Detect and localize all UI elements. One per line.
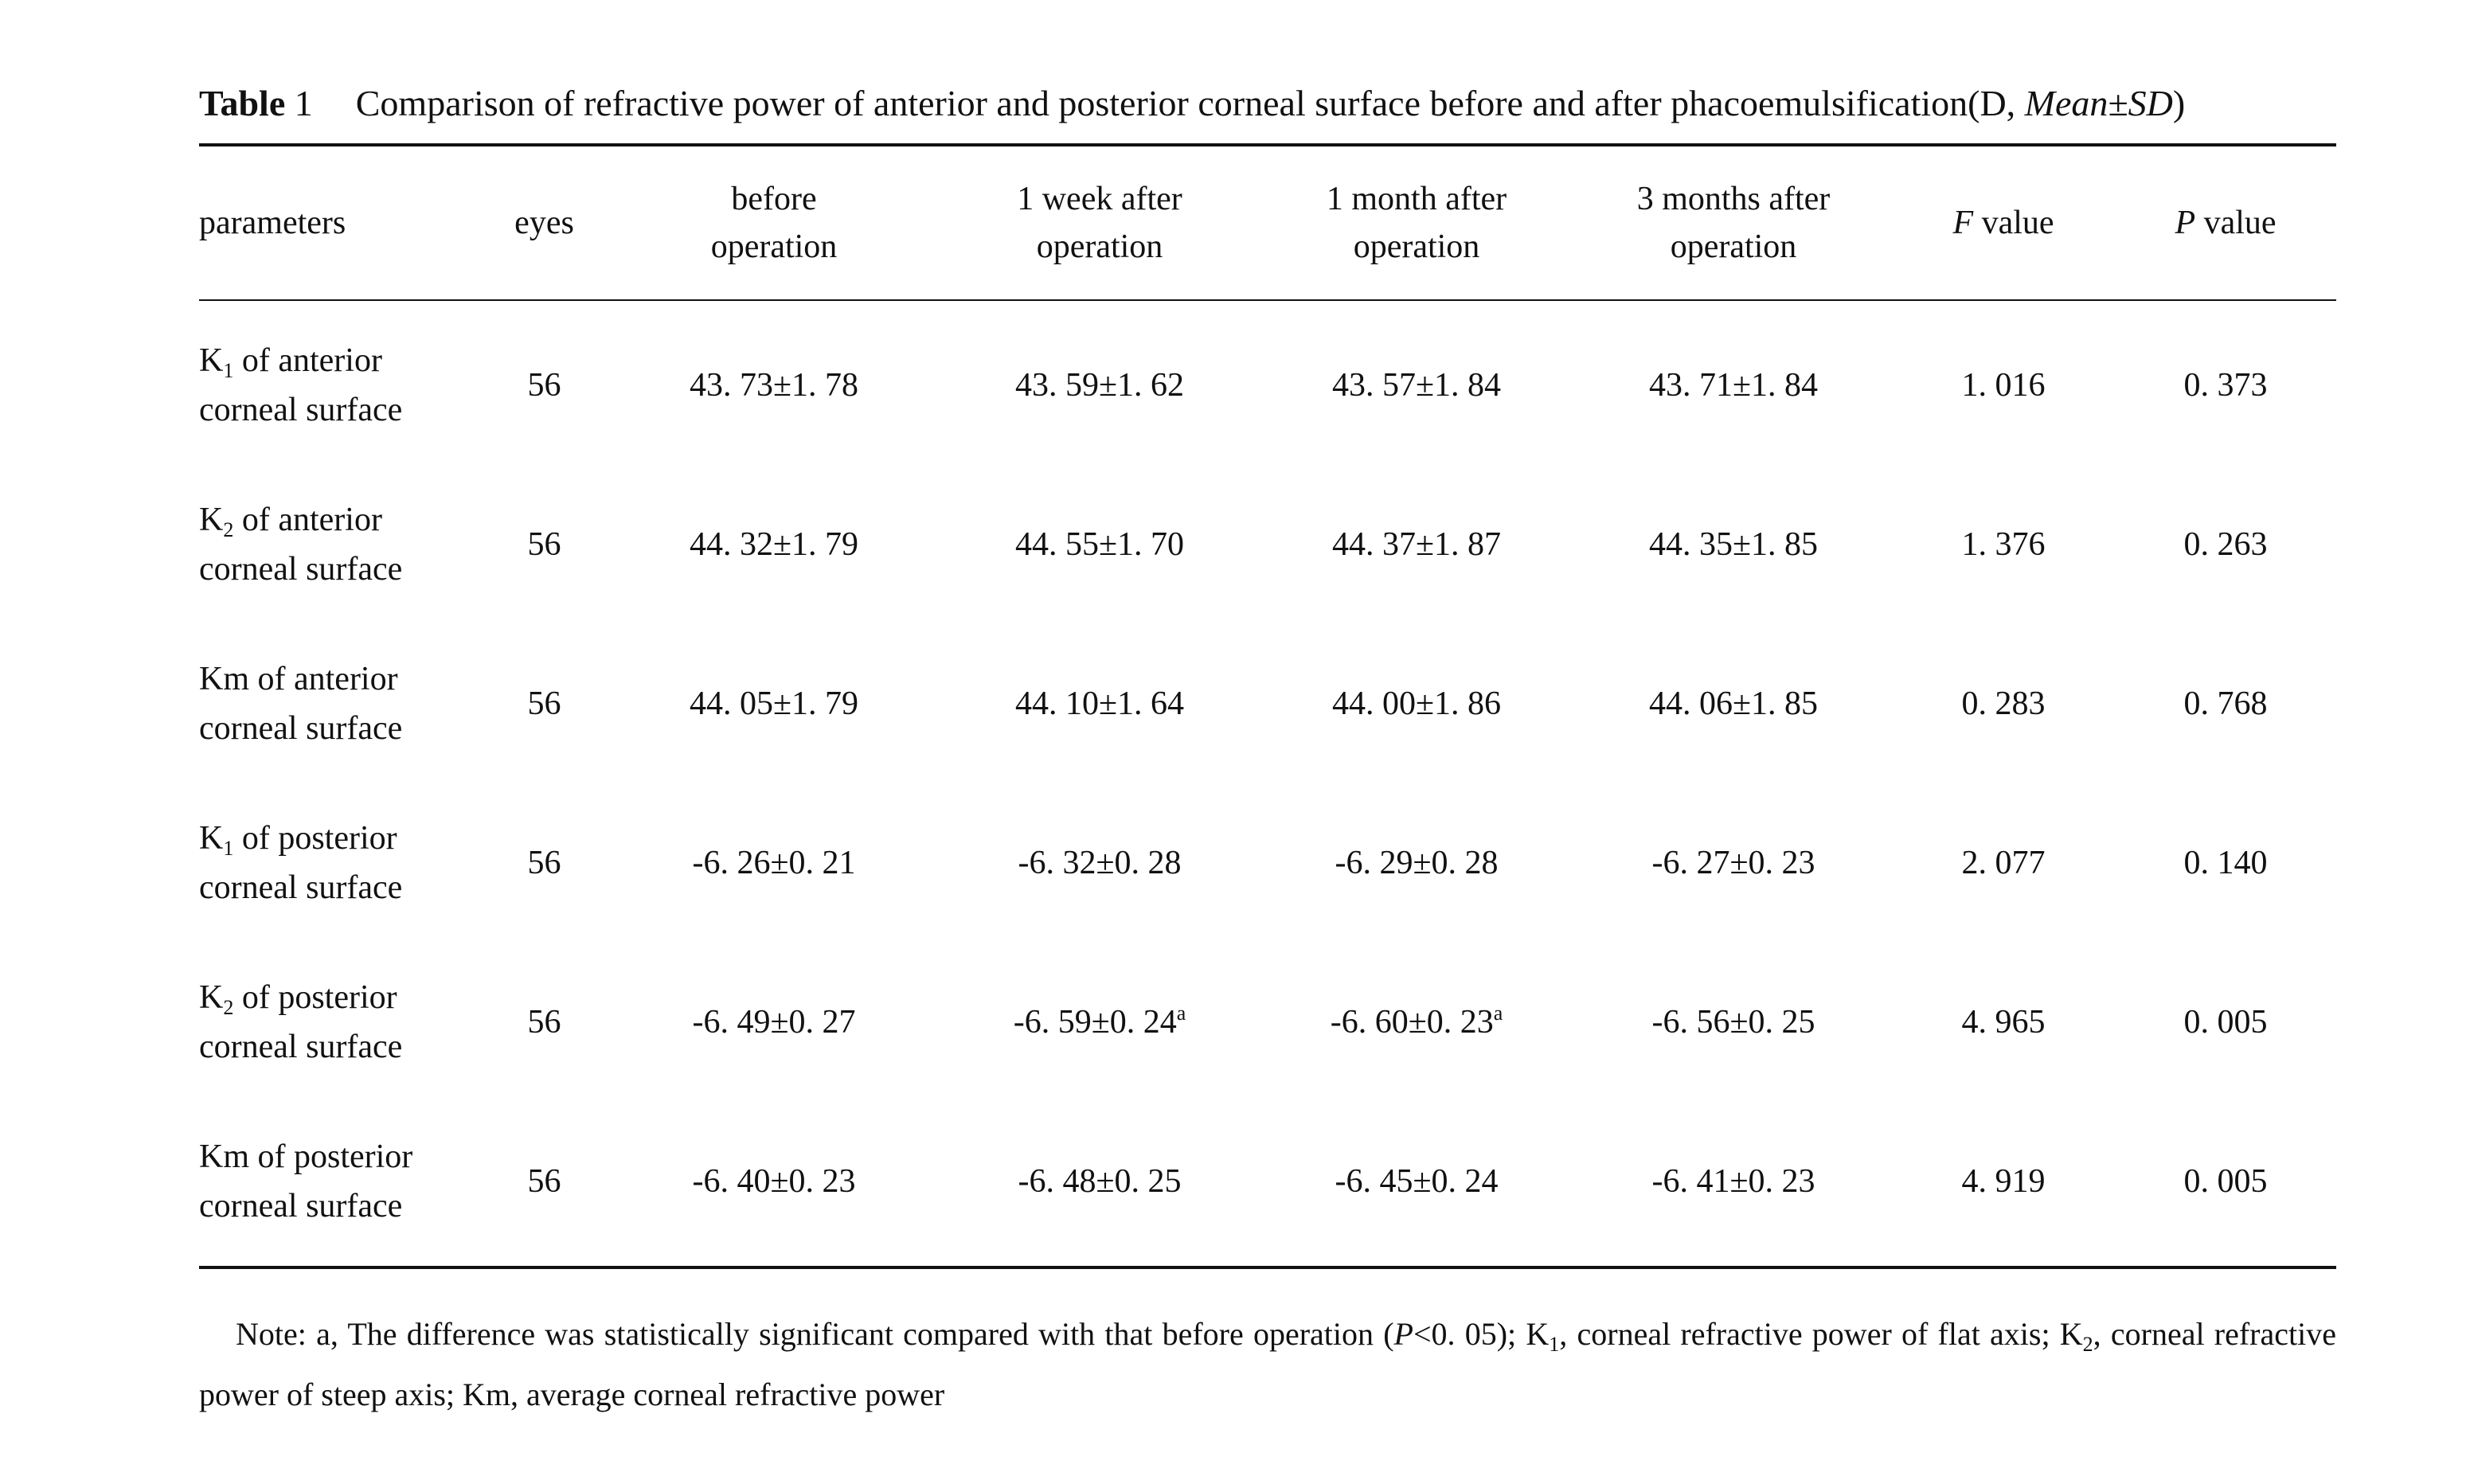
row-parameter: Km of anterior corneal surface [199,661,403,747]
cell-before: -6. 26±0. 21 [692,845,856,881]
header-parameters: parameters [199,205,346,241]
table-body [199,301,2336,1266]
cell-3-months: 44. 06±1. 85 [1648,685,1819,722]
cell-eyes: 56 [527,1163,561,1200]
cell-1-week: 44. 10±1. 64 [1014,685,1185,722]
row-parameter: $K_2$ of posterior corneal surface [199,979,403,1065]
cell-before: -6. 40±0. 23 [692,1163,856,1200]
cell-1-month: 44. 37±1. 87 [1331,526,1502,563]
cell-f-value: 1. 016 [1961,367,2046,404]
table-row [199,465,2336,624]
header-eyes: eyes [514,205,574,241]
cell-1-month: 43. 57±1. 84 [1331,367,1502,404]
cell-p-value: 0. 263 [2183,526,2268,563]
cell-1-month: -6. 60±0. 23$^a$ [1330,1002,1503,1041]
cell-f-value: 0. 283 [1961,685,2046,722]
cell-before: 44. 05±1. 79 [689,685,859,722]
cell-p-value: 0. 005 [2183,1163,2268,1200]
cell-eyes: 56 [527,367,561,404]
cell-1-week: -6. 48±0. 25 [1018,1163,1182,1200]
table-row [199,783,2336,943]
cell-before: -6. 49±0. 27 [692,1004,856,1041]
cell-1-month: -6. 45±0. 24 [1335,1163,1499,1200]
header-f-value: F value [1952,205,2054,241]
caption-number: 1 [294,83,313,123]
cell-3-months: 44. 35±1. 85 [1648,526,1819,563]
table-row [199,943,2336,1102]
cell-1-week: -6. 32±0. 28 [1018,845,1182,881]
cell-3-months: 43. 71±1. 84 [1648,367,1819,404]
cell-f-value: 2. 077 [1961,845,2046,881]
cell-3-months: -6. 56±0. 25 [1651,1004,1815,1041]
cell-before: 44. 32±1. 79 [689,526,859,563]
header-1-month-after: 1 month after operation [1326,181,1507,265]
cell-eyes: 56 [527,526,561,563]
row-parameter: Km of posterior corneal surface [199,1138,413,1224]
cell-p-value: 0. 768 [2183,685,2268,722]
caption-label: Table [199,83,286,123]
header-3-months-after: 3 months after operation [1636,181,1831,265]
row-parameter: $K_1$ of posterior corneal surface [199,820,403,906]
row-parameter: $K_2$ of anterior corneal surface [199,502,403,588]
caption-close: ) [2172,83,2186,123]
table-note: Note: a, The difference was statistically significant compared with that before operation (P<0. 05); $K_1$, corneal refractive power of flat axis; $K_2$, corneal refractive power of steep axis; Km, average corneal refractive power [199,1316,2336,1412]
header-1-week-after: 1 week after operation [1017,181,1182,265]
table-caption [199,80,2336,143]
caption-stat-format: Mean±SD [2024,83,2173,123]
cell-eyes: 56 [527,1004,561,1041]
bottom-rule [199,1266,2336,1269]
cell-1-week: -6. 59±0. 24$^a$ [1013,1002,1186,1041]
cell-f-value: 4. 919 [1961,1163,2046,1200]
cell-3-months: -6. 41±0. 23 [1651,1163,1815,1200]
cell-eyes: 56 [527,685,561,722]
cell-1-week: 44. 55±1. 70 [1014,526,1185,563]
cell-f-value: 1. 376 [1961,526,2046,563]
cell-p-value: 0. 373 [2183,367,2268,404]
cell-f-value: 4. 965 [1961,1004,2046,1041]
cell-1-month: 44. 00±1. 86 [1331,685,1502,722]
cell-eyes: 56 [527,845,561,881]
table-row [199,1102,2336,1266]
data-table [199,146,2336,1266]
table-row [199,301,2336,465]
cell-1-month: -6. 29±0. 28 [1335,845,1499,881]
cell-p-value: 0. 140 [2183,845,2268,881]
caption-text: Comparison of refractive power of anterior and posterior corneal surface before and after phacoemulsification(D, [355,83,2016,123]
cell-p-value: 0. 005 [2183,1004,2268,1041]
cell-3-months: -6. 27±0. 23 [1651,845,1815,881]
table-row [199,624,2336,783]
cell-before: 43. 73±1. 78 [689,367,859,404]
row-parameter: $K_1$ of anterior corneal surface [199,342,403,428]
header-p-value: P value [2175,205,2277,241]
cell-1-week: 43. 59±1. 62 [1014,367,1185,404]
table-header [199,146,2336,301]
header-before-operation: before operation [710,181,838,265]
table-figure [199,80,2336,1425]
